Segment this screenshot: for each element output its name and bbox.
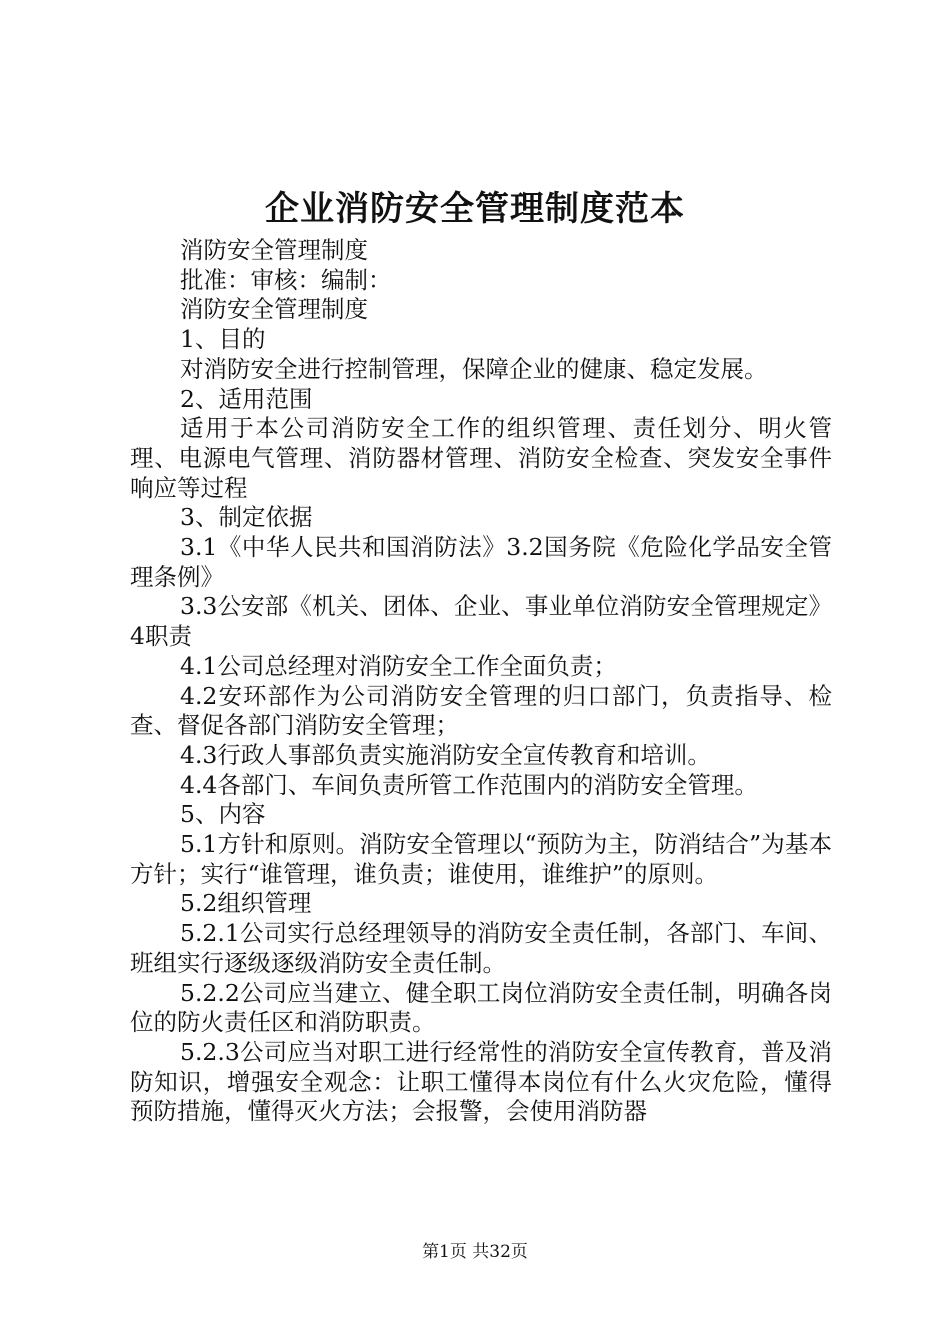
- paragraph: 4.2安环部作为公司消防安全管理的归口部门，负责指导、检查、督促各部门消防安全管理；: [130, 681, 832, 740]
- paragraph: 批准：审核：编制：: [180, 265, 392, 294]
- paragraph: 适用于本公司消防安全工作的组织管理、责任划分、明火管理、电源电气管理、消防器材管理、消防安全检查、突发安全事件响应等过程: [130, 414, 832, 502]
- paragraph: 5、内容: [180, 800, 266, 829]
- paragraph: 5.2.3公司应当对职工进行经常性的消防安全宣传教育，普及消防知识，增强安全观念：让职工懂得本岗位有什么火灾危险，懂得预防措施，懂得灭火方法；会报警，会使用消防器: [130, 1037, 832, 1126]
- paragraph: 5.2组织管理: [180, 889, 312, 918]
- paragraph: 3、制定依据: [180, 503, 313, 532]
- paragraph: 对消防安全进行控制管理，保障企业的健康、稳定发展。: [180, 354, 768, 383]
- paragraph: 5.2.1公司实行总经理领导的消防安全责任制，各部门、车间、班组实行逐级逐级消防安全责任制。: [130, 919, 832, 977]
- paragraph: 消防安全管理制度: [180, 236, 368, 264]
- paragraph: 4.1公司总经理对消防安全工作全面负责；: [180, 651, 617, 680]
- paragraph: 4.4各部门、车间负责所管工作范围内的消防安全管理。: [180, 770, 758, 799]
- paragraph: 2、适用范围: [180, 384, 313, 413]
- paragraph: 3.3公安部《机关、团体、企业、事业单位消防安全管理规定》4职责: [130, 592, 832, 651]
- paragraph: 4.3行政人事部负责实施消防安全宣传教育和培训。: [180, 740, 711, 769]
- document-title: 企业消防安全管理制度范本: [265, 189, 685, 229]
- paragraph: 1、目的: [180, 325, 266, 354]
- document-body: [130, 236, 832, 1127]
- paragraph: 消防安全管理制度: [180, 295, 368, 324]
- paragraph: 5.1方针和原则。消防安全管理以“预防为主，防消结合”为基本方针；实行“谁管理，谁负责；谁使用，谁维护”的原则。: [130, 830, 832, 888]
- paragraph: 5.2.2公司应当建立、健全职工岗位消防安全责任制，明确各岗位的防火责任区和消防职责。: [130, 978, 832, 1037]
- page-footer: 第1页 共32页: [422, 1242, 528, 1262]
- paragraph: 3.1《中华人民共和国消防法》3.2国务院《危险化学品安全管理条例》: [130, 533, 832, 591]
